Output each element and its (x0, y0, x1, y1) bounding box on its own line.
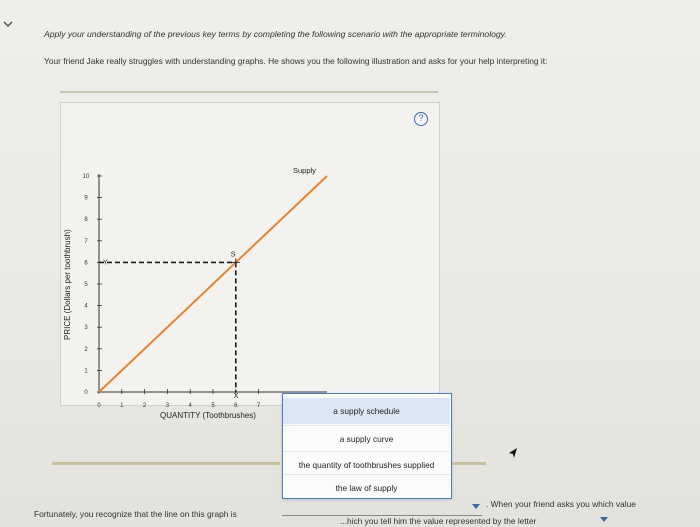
y-tick-label: 1 (84, 368, 88, 375)
instructions-text: Apply your understanding of the previous key terms by completing the following scenario with the appropriate terminology. (44, 29, 507, 39)
help-icon[interactable]: ? (414, 112, 428, 126)
point-label: S (230, 251, 236, 259)
divider (52, 462, 280, 465)
divider (452, 462, 486, 465)
dropdown-option-supply-curve[interactable]: a supply curve (283, 425, 450, 452)
supply-label: Supply (293, 166, 316, 175)
x-tick-label: 6 (234, 403, 238, 409)
y-tick-label: 7 (84, 238, 88, 245)
mouse-cursor-icon (508, 447, 518, 459)
y-tick-label: 8 (84, 217, 88, 224)
dropdown-option-law-of-supply[interactable]: the law of supply (283, 474, 450, 501)
answer-select-2[interactable] (592, 514, 622, 526)
x-tick-label: 1 (120, 403, 124, 409)
y-tick-label: 4 (84, 303, 88, 310)
x-tick-label: 0 (97, 403, 101, 409)
sentence-part1: Fortunately, you recognize that the line on this graph is (34, 509, 237, 519)
y-tick-label: 6 (84, 260, 88, 267)
y-tick-label: 9 (84, 195, 88, 202)
x-tick-label: 7 (256, 403, 261, 409)
y-tick-label: 0 (84, 390, 88, 396)
terminology-dropdown[interactable] (282, 393, 452, 499)
y-marker-label: Y (103, 259, 108, 267)
y-tick-label: 10 (82, 174, 90, 180)
caret-down-icon (600, 517, 608, 522)
y-tick-label: 5 (84, 282, 88, 288)
y-tick-label: 2 (84, 346, 88, 353)
x-tick-label: 2 (142, 403, 147, 409)
caret-down-icon (472, 504, 480, 509)
supply-line (99, 176, 327, 392)
answer-select-1[interactable] (282, 500, 482, 516)
sentence-part3: ...hich you tell him the value represented by the letter (340, 516, 537, 526)
dropdown-option-supply-schedule[interactable]: a supply schedule (283, 398, 450, 424)
y-tick-label: 3 (84, 325, 88, 332)
intro-text: Your friend Jake really struggles with understanding graphs. He shows you the following illustration and asks for your help interpreting it: (44, 56, 548, 66)
x-marker-label: X (233, 393, 239, 400)
x-tick-label: 3 (165, 403, 170, 409)
sentence-part2: . When your friend asks you which value (486, 499, 636, 509)
x-tick-label: 5 (211, 403, 215, 409)
x-axis-title: QUANTITY (Toothbrushes) (160, 411, 256, 420)
dropdown-option-quantity-supplied[interactable]: the quantity of toothbrushes supplied (283, 451, 450, 478)
y-axis-title: PRICE (Dollars per toothbrush) (63, 229, 72, 340)
x-tick-label: 4 (188, 403, 192, 409)
